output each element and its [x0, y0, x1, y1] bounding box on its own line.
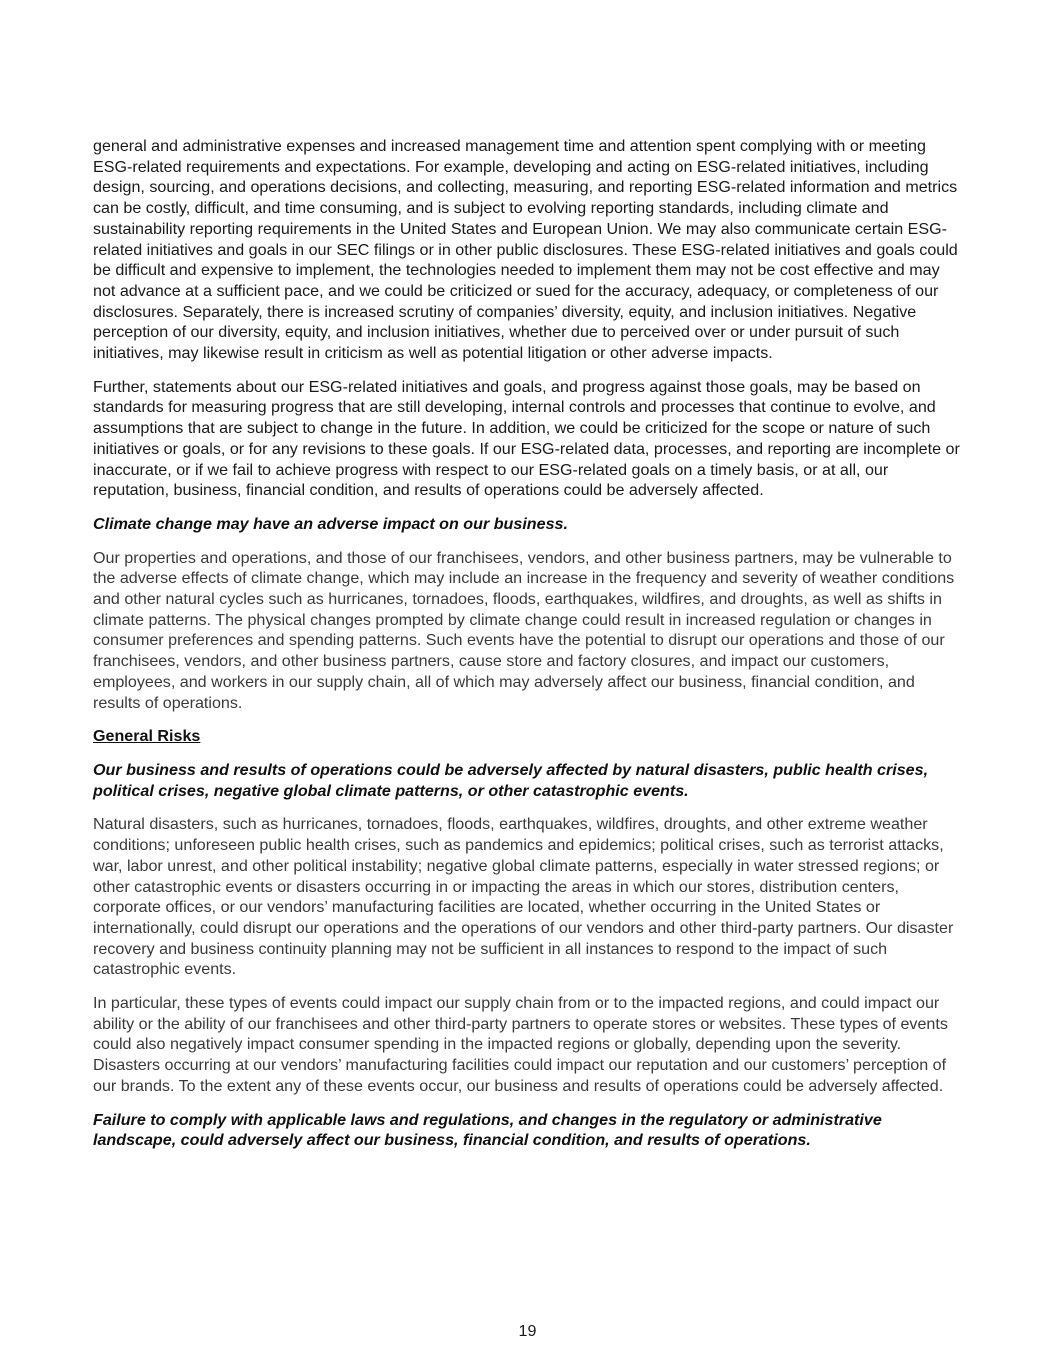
paragraph-natural-disasters: Natural disasters, such as hurricanes, tornadoes, floods, earthquakes, wildfires, droughts, and other extreme weather conditions; unforeseen public health crises, such as pandemics and epidemics; political crises, such as terrorist attacks, war, labor unrest, and other political instability; negative global climate patterns, especially in water stressed regions; or other catastrophic events or disasters occurring in or impacting the areas in which our stores, distribution centers, corporate offices, or our vendors’ manufacturing facilities are located, whether occurring in the United States or internationally, could disrupt our operations and the operations of our vendors and other third-party partners. Our disaster recovery and business continuity planning may not be sufficient in all instances to respond to the impact of such catastrophic events. — [93, 815, 954, 979]
section-title-general-risks: General Risks — [93, 727, 201, 746]
document-page — [93, 136, 965, 1164]
heading-climate-change: Climate change may have an adverse impact on our business. — [93, 514, 568, 533]
paragraph-climate-change: Our properties and operations, and those of our franchisees, vendors, and other business partners, may be vulnerable to the adverse effects of climate change, which may include an increase in the frequency and severity of weather conditions and other natural cycles such as hurricanes, tornadoes, floods, earthquakes, wildfires, and droughts, as well as shifts in climate patterns. The physical changes prompted by climate change could result in increased regulation or changes in consumer preferences and spending patterns. Such events have the potential to disrupt our operations and those of our franchisees, vendors, and other business partners, cause store and factory closures, and impact our customers, employees, and workers in our supply chain, all of which may adversely affect our business, financial condition, and results of operations. — [93, 548, 955, 712]
heading-compliance-failure: Failure to comply with applicable laws and regulations, and changes in the regulatory or administrative landscape, could adversely affect our business, financial condition, and results of operations. — [93, 1110, 882, 1150]
page-number: 19 — [518, 1322, 537, 1340]
paragraph-esg-expenses: general and administrative expenses and increased management time and attention spent complying with or meeting ESG-related requirements and expectations. For example, developing and acting on ESG-related initiatives, including design, sourcing, and operations decisions, and collecting, measuring, and reporting ESG-related information and metrics can be costly, difficult, and time consuming, and is subject to evolving reporting standards, including climate and sustainability reporting requirements in the United States and European Union. We may also communicate certain ESG-related initiatives and goals in our SEC filings or in other public disclosures. These ESG-related initiatives and goals could be difficult and expensive to implement, the technologies needed to implement them may not be cost effective and may not advance at a sufficient pace, and we could be criticized or sued for the accuracy, adequacy, or completeness of our disclosures. Separately, there is increased scrutiny of companies’ diversity, equity, and inclusion initiatives. Negative perception of our diversity, equity, and inclusion initiatives, whether due to perceived over or under pursuit of such initiatives, may likewise result in criticism as well as potential litigation or other adverse impacts. — [93, 137, 958, 363]
heading-natural-disasters: Our business and results of operations could be adversely affected by natural disasters, public health crises, political crises, negative global climate patterns, or other catastrophic events. — [93, 760, 929, 800]
paragraph-supply-chain-impact: In particular, these types of events could impact our supply chain from or to the impacted regions, and could impact our ability or the ability of our franchisees and other third-party partners to operate stores or websites. These types of events could also negatively impact consumer spending in the impacted regions or globally, depending upon the severity. Disasters occurring at our vendors’ manufacturing facilities could impact our reputation and our customers’ perception of our brands. To the extent any of these events occur, our business and results of operations could be adversely affected. — [93, 994, 948, 1095]
paragraph-esg-statements: Further, statements about our ESG-related initiatives and goals, and progress against those goals, may be based on standards for measuring progress that are still developing, internal controls and processes that continue to evolve, and assumptions that are subject to change in the future. In addition, we could be criticized for the scope or nature of such initiatives or goals, or for any revisions to these goals. If our ESG-related data, processes, and reporting are incomplete or inaccurate, or if we fail to achieve progress with respect to our ESG-related goals on a timely basis, or at all, our reputation, business, financial condition, and results of operations could be adversely affected. — [93, 377, 960, 500]
